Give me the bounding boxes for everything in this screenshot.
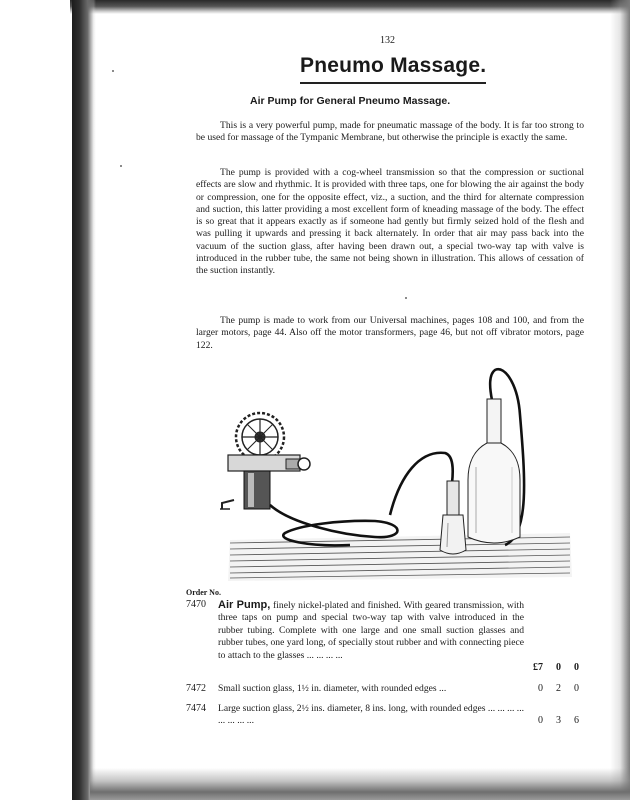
- scan-shadow-left: [72, 0, 96, 800]
- small-suction-glass: [440, 481, 466, 554]
- order-number-label: Order No.: [186, 588, 221, 597]
- item-number: 7474: [186, 703, 206, 714]
- price-pence: 6: [574, 715, 579, 726]
- air-pump-illustration: [200, 355, 585, 585]
- description-paragraph: The pump is provided with a cog-wheel transmission so that the compression or suctional effects are slow and rhythmic. It is provided with three taps, one for blowing the air against the body or compression, one for the opposite effect, viz., a suction, and the third for alternate compression and suction, this latter providing a most excellent form of kneading massage of the body. The effect is so great that it appears exactly as if someone had gently but firmly seized hold of the flesh and was pulling it upwards and pressing it back alternately. In order that air may pass back into the vacuum of the suction glass, after having been drawn out, a special two-way tap with valve is introduced in the rubber tube, the same not being shown in illustration. This allows of cessation of the suction instantly.: [196, 167, 584, 277]
- item-description: Large suction glass, 2½ ins. diameter, 8 ins. long, with rounded edges ... ... ... ... ... ... ... ...: [218, 703, 524, 727]
- page-subtitle: Air Pump for General Pneumo Massage.: [250, 95, 451, 107]
- scan-shadow-bottom: [90, 768, 630, 800]
- intro-paragraph: This is a very powerful pump, made for pneumatic massage of the body. It is far too strong to be used for massage of the Tympanic Membrane, but otherwise the principle is exactly the same.: [196, 120, 584, 144]
- pump-gear: [236, 413, 284, 461]
- price-pence: 0: [574, 662, 579, 673]
- table-shading: [228, 533, 572, 581]
- price-shillings: 3: [556, 715, 561, 726]
- page-number: 132: [380, 35, 395, 46]
- item-name: Air Pump,: [218, 599, 271, 611]
- scan-speck: [112, 70, 114, 72]
- item-number: 7472: [186, 683, 206, 694]
- item-number: 7470: [186, 599, 206, 610]
- scan-shadow-top: [70, 0, 630, 14]
- scan-speck: [405, 297, 407, 299]
- page-title: Pneumo Massage.: [300, 54, 487, 77]
- pump-body: [220, 455, 310, 509]
- price-pounds: £7: [533, 662, 543, 673]
- compatibility-paragraph: The pump is made to work from our Universal machines, pages 108 and 100, and from the larger motors, page 44. Also off the motor transformers, page 46, but not off vibrator motors, page 122.: [196, 315, 584, 351]
- item-description-text: finely nickel-plated and finished. With geared transmission, with three taps on pump and special two-way tap with valve introduced in the rubber tubing. Complete with one large and one small suction glasses and rubber tubes, one yard long, of specially stout rubber and with connecting piece to attach to the glasses ... ... ... ...: [218, 600, 524, 661]
- item-description: Small suction glass, 1½ in. diameter, with rounded edges ...: [218, 683, 447, 694]
- price-shillings: 2: [556, 683, 561, 694]
- scan-speck: [120, 165, 122, 167]
- scan-shadow-right: [610, 0, 630, 800]
- price-pounds: 0: [538, 715, 543, 726]
- price-shillings: 0: [556, 662, 561, 673]
- title-underline: [300, 82, 486, 84]
- item-description: [218, 599, 524, 662]
- price-pounds: 0: [538, 683, 543, 694]
- large-suction-glass: [468, 399, 520, 543]
- price-pence: 0: [574, 683, 579, 694]
